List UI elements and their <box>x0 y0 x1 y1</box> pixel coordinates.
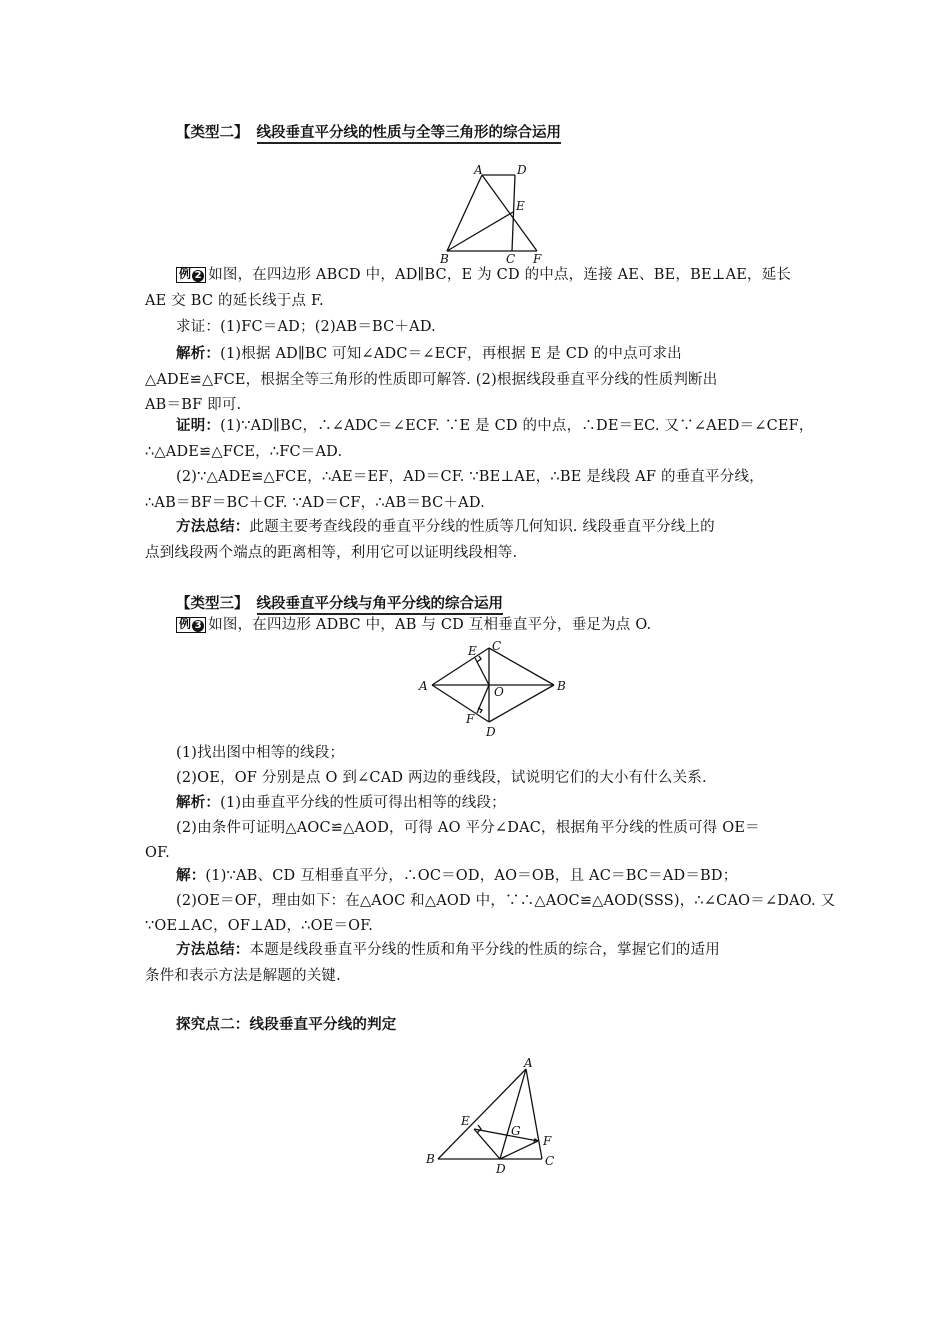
fig3-label-a: A <box>524 1056 533 1070</box>
fig2-seg-ac <box>432 648 489 685</box>
ex3-analysis1: 解析：(1)由垂直平分线的性质可得出相等的线段； <box>176 795 506 811</box>
ex2-proof4: ∴AB＝BF＝BC＋CF. ∵AD＝CF，∴AB＝BC＋AD. <box>145 495 485 511</box>
fig3-label-d: D <box>496 1162 506 1176</box>
fig1-seg-ab <box>447 175 482 251</box>
ex2-analysis2: △ADE≌△FCE，根据全等三角形的性质即可解答. (2)根据线段垂直平分线的性质判断出 <box>145 372 718 388</box>
type2-tag: 【类型二】 <box>176 125 249 141</box>
ex3-sol2: (2)OE＝OF，理由如下：在△AOC 和△AOD 中，∵∴△AOC≌△AOD(SSS)，∴∠CAO＝∠DAO. 又 <box>176 893 836 909</box>
fig2-label-d: D <box>486 725 496 739</box>
ex2-line1: 例 2 如图，在四边形 ABCD 中，AD∥BC，E 为 CD 的中点，连接 AE、BE，BE⊥AE，延长 <box>176 263 836 288</box>
fig3-label-f: F <box>543 1134 552 1148</box>
ex2-proof3: (2)∵△ADE≌△FCE，∴AE＝EF，AD＝CF. ∵BE⊥AE，∴BE 是线段 AF 的垂直平分线， <box>176 469 764 485</box>
fig1-label-c: C <box>506 252 516 266</box>
ex2-summary1: 方法总结：此题主要考查线段的垂直平分线的性质等几何知识. 线段垂直平分线上的 <box>176 519 715 535</box>
ex2-summary2: 点到线段两个端点的距离相等，利用它可以证明线段相等. <box>145 545 518 561</box>
type3-tag: 【类型三】 <box>176 596 249 612</box>
ex3-analysis2: (2)由条件可证明△AOC≌△AOD，可得 AO 平分∠DAC，根据角平分线的性质可得 OE＝ <box>176 820 760 836</box>
ex3-q2: (2)OE，OF 分别是点 O 到∠CAD 两边的垂线段，试说明它们的大小有什么关系. <box>176 770 707 786</box>
fig3-label-e: E <box>461 1114 470 1128</box>
fig3-label-g: G <box>511 1124 521 1138</box>
fig3-seg-df <box>500 1141 538 1159</box>
ex3-analysis3: OF. <box>145 845 170 861</box>
ex2-prove: 求证：(1)FC＝AD；(2)AB＝BC＋AD. <box>176 319 436 335</box>
ex2-proof1: 证明：(1)∵AD∥BC，∴∠ADC＝∠ECF. ∵E 是 CD 的中点，∴DE＝EC. 又∵∠AED＝∠CEF， <box>176 418 814 434</box>
fig2-right-angle-e <box>477 656 481 662</box>
ex2-badge: 例 2 <box>176 267 206 283</box>
type3-heading <box>176 592 503 613</box>
fig1-label-f: F <box>533 252 542 266</box>
ex3-summary2: 条件和表示方法是解题的关键. <box>145 968 341 984</box>
ex3-line1: 例 3 如图，在四边形 ADBC 中，AB 与 CD 互相垂直平分，垂足为点 O. <box>176 613 836 638</box>
fig1-seg-af <box>482 175 537 251</box>
ex2-line2: AE 交 BC 的延长线于点 F. <box>145 293 324 309</box>
fig3-right-angle-e <box>477 1125 481 1133</box>
ex2-proof2: ∴△ADE≌△FCE，∴FC＝AD. <box>145 444 343 460</box>
fig1-label-d: D <box>517 163 527 177</box>
fig1-label-e: E <box>516 199 525 213</box>
fig1-label-a: A <box>474 163 483 177</box>
figure-trapezoid <box>430 160 560 270</box>
type2-heading <box>176 121 561 142</box>
fig3-label-c: C <box>545 1154 555 1168</box>
type2-title: 线段垂直平分线的性质与全等三角形的综合运用 <box>257 125 562 144</box>
ex3-sol3: ∵OE⊥AC，OF⊥AD，∴OE＝OF. <box>145 918 374 934</box>
fig2-label-a: A <box>419 679 428 693</box>
ex2-analysis1: 解析：(1)根据 AD∥BC 可知∠ADC＝∠ECF，再根据 E 是 CD 的中点可求出 <box>176 346 682 362</box>
fig1-seg-be <box>447 212 513 251</box>
fig2-label-e: E <box>468 644 477 658</box>
fig1-label-b: B <box>440 252 449 266</box>
ex3-sol1: 解：(1)∵AB、CD 互相垂直平分，∴OC＝OD，AO＝OB，且 AC＝BC＝AD＝BD； <box>176 868 738 884</box>
fig2-seg-cb <box>489 648 554 685</box>
fig2-label-f: F <box>466 712 475 726</box>
ex3-q1: (1)找出图中相等的线段； <box>176 745 345 761</box>
fig2-label-b: B <box>557 679 566 693</box>
figure-triangle <box>420 1055 570 1180</box>
ex3-summary1: 方法总结：本题是线段垂直平分线的性质和角平分线的性质的综合，掌握它们的适用 <box>176 942 720 958</box>
point2-title: 探究点二：线段垂直平分线的判定 <box>176 1017 397 1033</box>
ex2-analysis3: AB＝BF 即可. <box>145 397 242 413</box>
figure-rhombus <box>415 640 575 740</box>
fig2-label-c: C <box>492 639 502 653</box>
ex3-badge: 例 3 <box>176 617 206 633</box>
fig3-label-b: B <box>426 1152 435 1166</box>
fig2-label-o: O <box>494 685 504 699</box>
type3-title: 线段垂直平分线与角平分线的综合运用 <box>257 596 504 615</box>
